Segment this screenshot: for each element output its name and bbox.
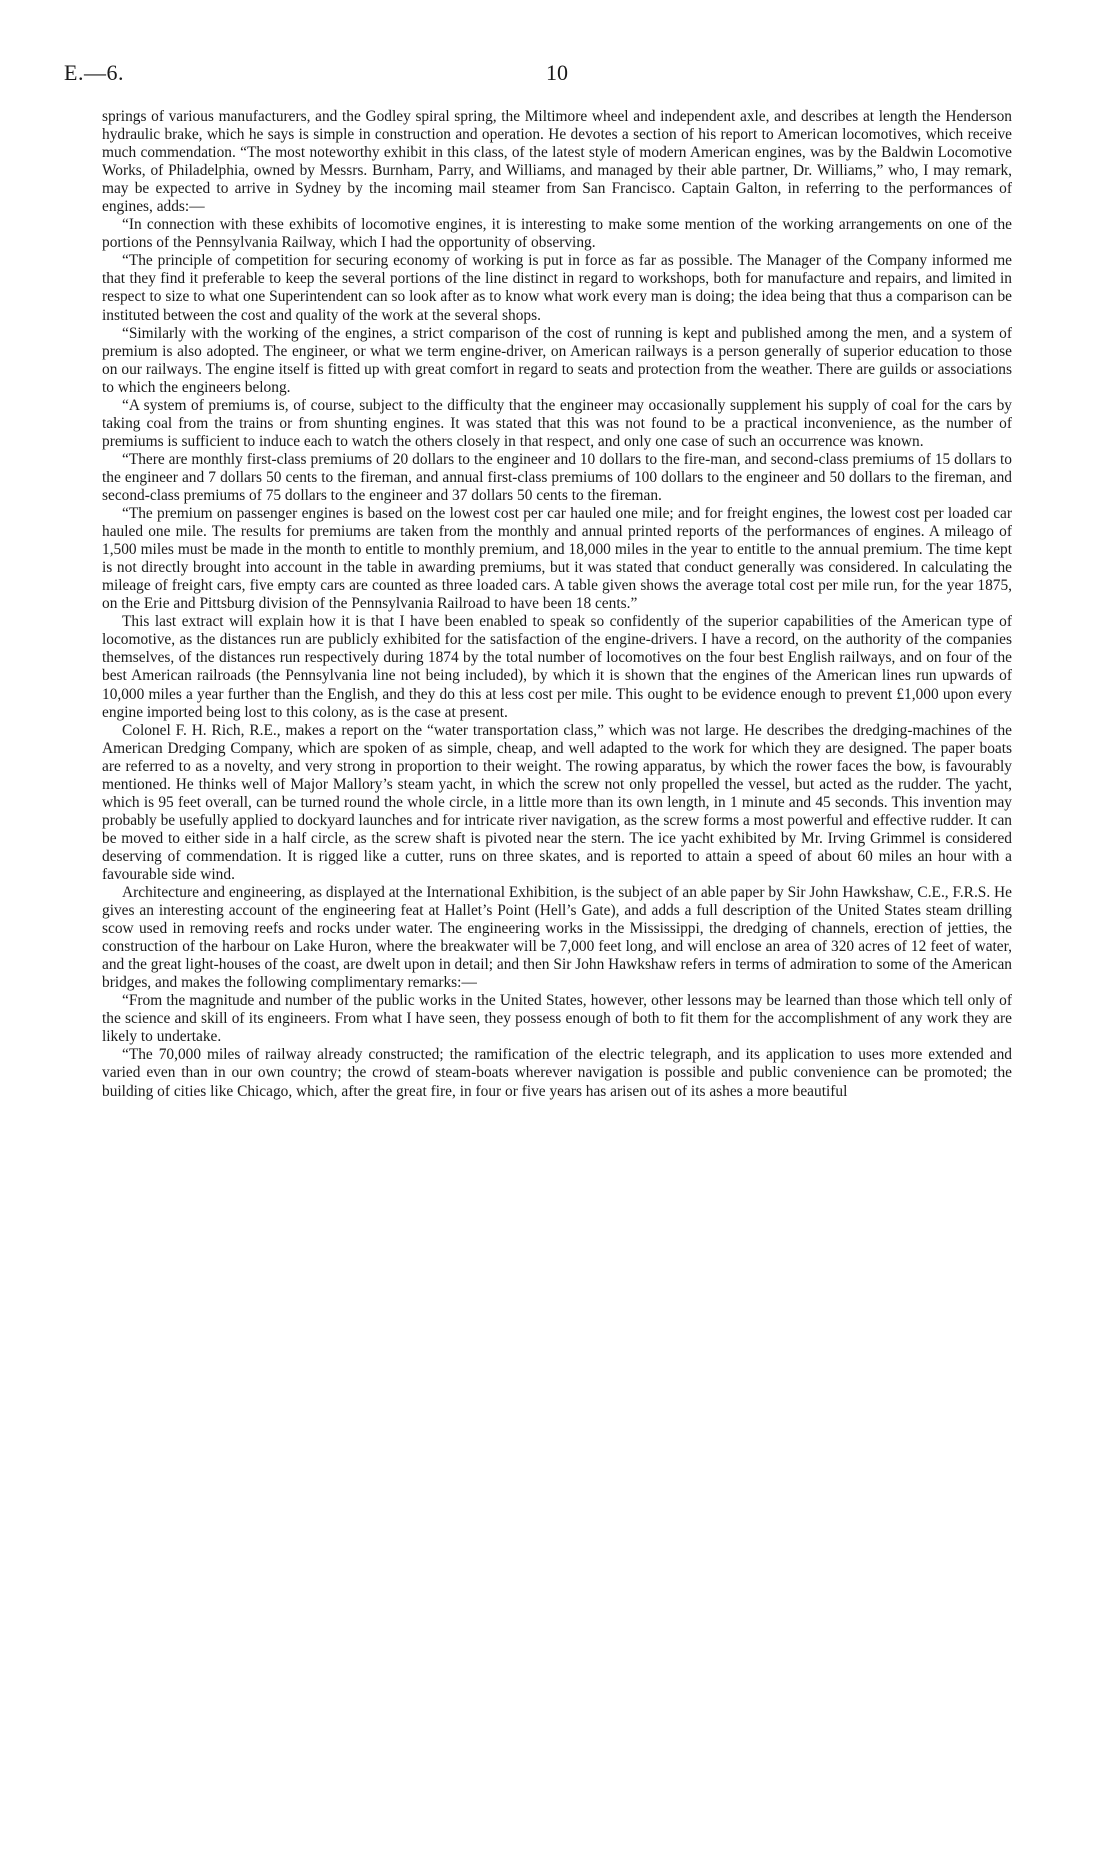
paragraph: “In connection with these exhibits of locomotive engines, it is interesting to make some mention of the working arrangements on one of the portions of the Pennsylvania Railway, which I had the opportunity of observing. bbox=[102, 216, 1012, 252]
body-text bbox=[102, 108, 1012, 1101]
document-reference: E.—6. bbox=[64, 60, 124, 85]
page-number: 10 bbox=[546, 60, 568, 85]
paragraph: “A system of premiums is, of course, subject to the difficulty that the engineer may occasionally supplement his supply of coal for the cars by taking coal from the trains or from shunting engines. It was stated that this was not found to be a practical inconvenience, as the number of premiums is sufficient to induce each to watch the others closely in that respect, and only one case of such an occurrence was known. bbox=[102, 396, 1012, 450]
paragraph: “From the magnitude and number of the public works in the United States, however, other lessons may be learned than those which tell only of the science and skill of its engineers. From what I have seen, they possess enough of both to fit them for the accomplishment of any work they are likely to undertake. bbox=[102, 992, 1012, 1046]
paragraph: This last extract will explain how it is that I have been enabled to speak so confidently of the superior capabilities of the American type of locomotive, as the distances run are publicly exhibited for the satisfaction of the engine-drivers. I have a record, on the authority of the companies themselves, of the distances run respectively during 1874 by the total number of locomotives on the four best English railways, and on four of the best American railroads (the Pennsylvania line not being included), by which it is shown that the engines of the American lines run upwards of 10,000 miles a year further than the English, and they do this at less cost per mile. This ought to be evidence enough to prevent £1,000 upon every engine imported being lost to this colony, as is the case at present. bbox=[102, 613, 1012, 721]
paragraph: “Similarly with the working of the engines, a strict comparison of the cost of running is kept and published among the men, and a system of premium is also adopted. The engineer, or what we term engine-driver, on American railways is a person generally of superior education to those on our railways. The engine itself is fitted up with great comfort in regard to seats and protection from the weather. There are guilds or associations to which the engineers belong. bbox=[102, 324, 1012, 396]
paragraph: “The principle of competition for securing economy of working is put in force as far as possible. The Manager of the Company informed me that they find it preferable to keep the several portions of the line distinct in regard to workshops, both for manufacture and repairs, and limited in respect to size to what one Superintendent can so look after as to know what work every man is doing; the idea being that thus a comparison can be instituted between the cost and quality of the work at the several shops. bbox=[102, 252, 1012, 324]
page-header bbox=[64, 60, 1012, 90]
paragraph: “The premium on passenger engines is based on the lowest cost per car hauled one mile; and for freight engines, the lowest cost per loaded car hauled one mile. The results for premiums are taken from the monthly and annual printed reports of the performances of engines. A mileago of 1,500 miles must be made in the month to entitle to monthly premium, and 18,000 miles in the year to entitle to the annual premium. The time kept is not directly brought into account in the table in awarding premiums, but it was stated that conduct generally was considered. In calculating the mileage of freight cars, five empty cars are counted as three loaded cars. A table given shows the average total cost per mile run, for the year 1875, on the Erie and Pittsburg division of the Pennsylvania Railroad to have been 18 cents.” bbox=[102, 505, 1012, 613]
paragraph: “There are monthly first-class premiums of 20 dollars to the engineer and 10 dollars to the fire-man, and second-class premiums of 15 dollars to the engineer and 7 dollars 50 cents to the fireman, and annual first-class premiums of 100 dollars to the engineer and 50 dollars to the fireman, and second-class premiums of 75 dollars to the engineer and 37 dollars 50 cents to the fireman. bbox=[102, 450, 1012, 504]
paragraph: “The 70,000 miles of railway already constructed; the ramification of the electric telegraph, and its application to uses more extended and varied even than in our own country; the crowd of steam-boats wherever navigation is possible and public convenience can be promoted; the building of cities like Chicago, which, after the great fire, in four or five years has arisen out of its ashes a more beautiful bbox=[102, 1046, 1012, 1100]
paragraph: Architecture and engineering, as displayed at the International Exhibition, is the subject of an able paper by Sir John Hawkshaw, C.E., F.R.S. He gives an interesting account of the engineering feat at Hallet’s Point (Hell’s Gate), and adds a full description of the United States steam drilling scow used in removing reefs and rocks under water. The engineering works in the Mississippi, the dredging of channels, erection of jetties, the construction of the harbour on Lake Huron, where the breakwater will be 7,000 feet long, and will enclose an area of 320 acres of 12 feet of water, and the great light-houses of the coast, are dwelt upon in detail; and then Sir John Hawkshaw refers in terms of admiration to some of the American bridges, and makes the following complimentary remarks:— bbox=[102, 884, 1012, 992]
paragraph: Colonel F. H. Rich, R.E., makes a report on the “water transportation class,” which was not large. He describes the dredging-machines of the American Dredging Company, which are spoken of as simple, cheap, and well adapted to the work for which they are designed. The paper boats are referred to as a novelty, and very strong in proportion to their weight. The rowing apparatus, by which the rower faces the bow, is favourably mentioned. He thinks well of Major Mallory’s steam yacht, in which the screw not only propelled the vessel, but acted as the rudder. The yacht, which is 95 feet overall, can be turned round the whole circle, in a little more than its own length, in 1 minute and 45 seconds. This invention may probably be usefully applied to dockyard launches and for intricate river navigation, as the screw forms a most powerful and effective rudder. It can be moved to either side in a half circle, as the screw shaft is pivoted near the stern. The ice yacht exhibited by Mr. Irving Grimmel is considered deserving of commendation. It is rigged like a cutter, runs on three skates, and is reported to attain a speed of about 60 miles an hour with a favourable side wind. bbox=[102, 721, 1012, 883]
paragraph: springs of various manufacturers, and the Godley spiral spring, the Miltimore wheel and independent axle, and describes at length the Henderson hydraulic brake, which he says is simple in construction and operation. He devotes a section of his report to American locomotives, which receive much commendation. “The most noteworthy exhibit in this class, of the latest style of modern American engines, was by the Baldwin Locomotive Works, of Philadelphia, owned by Messrs. Burnham, Parry, and Williams, and managed by their able partner, Dr. Williams,” who, I may remark, may be expected to arrive in Sydney by the incoming mail steamer from San Francisco. Captain Galton, in referring to the performances of engines, adds:— bbox=[102, 108, 1012, 216]
